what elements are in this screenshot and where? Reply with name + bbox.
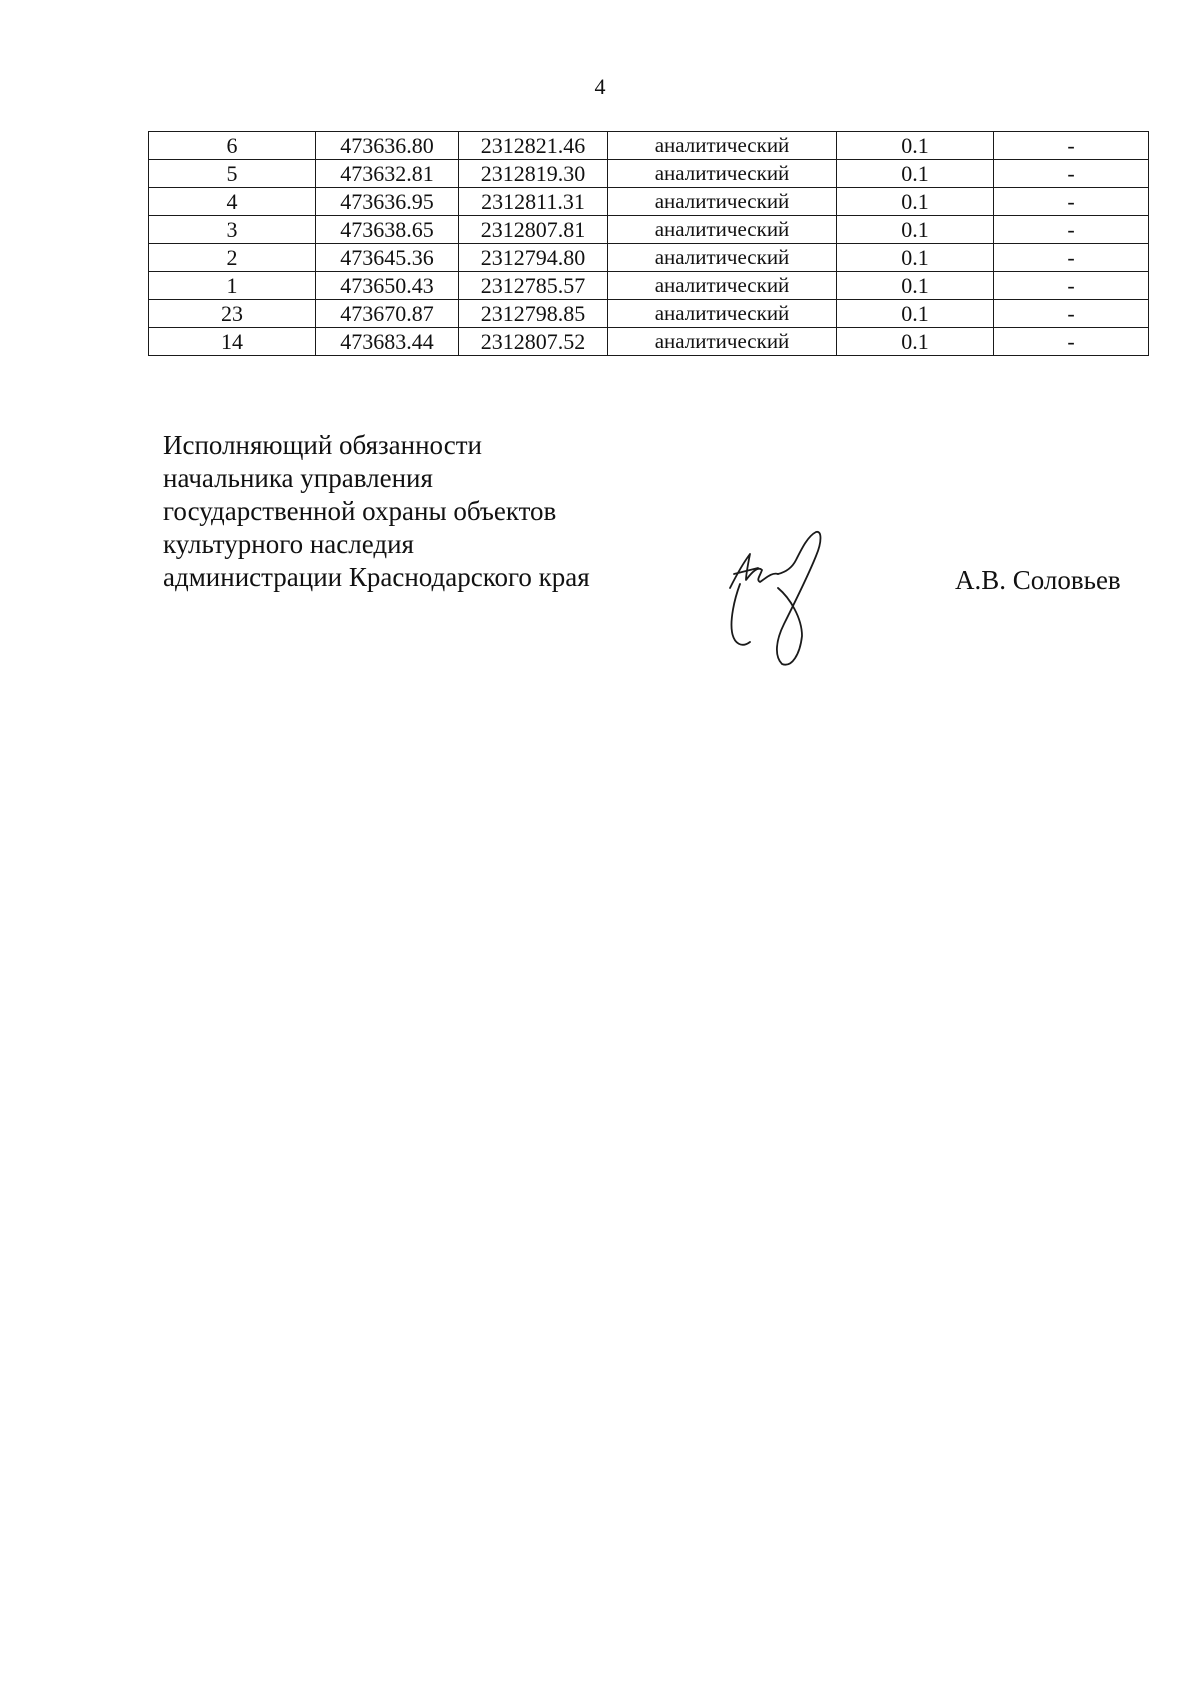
point-number-cell: 23 — [149, 300, 316, 328]
y-coordinate-cell: 2312798.85 — [459, 300, 608, 328]
signer-position-line: администрации Краснодарского края — [163, 562, 590, 592]
note-cell: - — [994, 300, 1149, 328]
coordinates-table — [148, 131, 1149, 356]
accuracy-cell: 0.1 — [837, 188, 994, 216]
note-cell: - — [994, 188, 1149, 216]
table-row — [149, 132, 1149, 160]
signer-position-line: государственной охраны объектов — [163, 496, 557, 526]
note-cell: - — [994, 132, 1149, 160]
note-cell: - — [994, 216, 1149, 244]
method-cell: аналитический — [608, 132, 837, 160]
point-number-cell: 14 — [149, 328, 316, 356]
x-coordinate-cell: 473670.87 — [316, 300, 459, 328]
method-cell: аналитический — [608, 328, 837, 356]
method-cell: аналитический — [608, 272, 837, 300]
table-row — [149, 300, 1149, 328]
note-cell: - — [994, 244, 1149, 272]
signer-name: А.В. Соловьев — [955, 565, 1121, 595]
accuracy-cell: 0.1 — [837, 272, 994, 300]
note-cell: - — [994, 160, 1149, 188]
table-row — [149, 272, 1149, 300]
point-number-cell: 3 — [149, 216, 316, 244]
x-coordinate-cell: 473645.36 — [316, 244, 459, 272]
table-row — [149, 244, 1149, 272]
coordinates-table-body — [149, 132, 1149, 356]
x-coordinate-cell: 473636.80 — [316, 132, 459, 160]
signer-position-line: начальника управления — [163, 463, 433, 493]
y-coordinate-cell: 2312807.52 — [459, 328, 608, 356]
y-coordinate-cell: 2312807.81 — [459, 216, 608, 244]
accuracy-cell: 0.1 — [837, 160, 994, 188]
x-coordinate-cell: 473683.44 — [316, 328, 459, 356]
x-coordinate-cell: 473632.81 — [316, 160, 459, 188]
y-coordinate-cell: 2312785.57 — [459, 272, 608, 300]
table-row — [149, 160, 1149, 188]
handwritten-signature-icon — [720, 528, 850, 673]
table-row — [149, 328, 1149, 356]
signer-position — [163, 429, 590, 594]
accuracy-cell: 0.1 — [837, 244, 994, 272]
method-cell: аналитический — [608, 216, 837, 244]
note-cell: - — [994, 328, 1149, 356]
point-number-cell: 1 — [149, 272, 316, 300]
point-number-cell: 2 — [149, 244, 316, 272]
y-coordinate-cell: 2312811.31 — [459, 188, 608, 216]
accuracy-cell: 0.1 — [837, 300, 994, 328]
signer-position-line: Исполняющий обязанности — [163, 430, 482, 460]
x-coordinate-cell: 473650.43 — [316, 272, 459, 300]
method-cell: аналитический — [608, 188, 837, 216]
method-cell: аналитический — [608, 160, 837, 188]
page-number: 4 — [594, 74, 606, 99]
accuracy-cell: 0.1 — [837, 132, 994, 160]
accuracy-cell: 0.1 — [837, 216, 994, 244]
signer-position-line: культурного наследия — [163, 529, 414, 559]
y-coordinate-cell: 2312794.80 — [459, 244, 608, 272]
method-cell: аналитический — [608, 300, 837, 328]
note-cell: - — [994, 272, 1149, 300]
accuracy-cell: 0.1 — [837, 328, 994, 356]
method-cell: аналитический — [608, 244, 837, 272]
y-coordinate-cell: 2312819.30 — [459, 160, 608, 188]
x-coordinate-cell: 473638.65 — [316, 216, 459, 244]
table-row — [149, 216, 1149, 244]
point-number-cell: 6 — [149, 132, 316, 160]
point-number-cell: 5 — [149, 160, 316, 188]
table-row — [149, 188, 1149, 216]
y-coordinate-cell: 2312821.46 — [459, 132, 608, 160]
point-number-cell: 4 — [149, 188, 316, 216]
x-coordinate-cell: 473636.95 — [316, 188, 459, 216]
